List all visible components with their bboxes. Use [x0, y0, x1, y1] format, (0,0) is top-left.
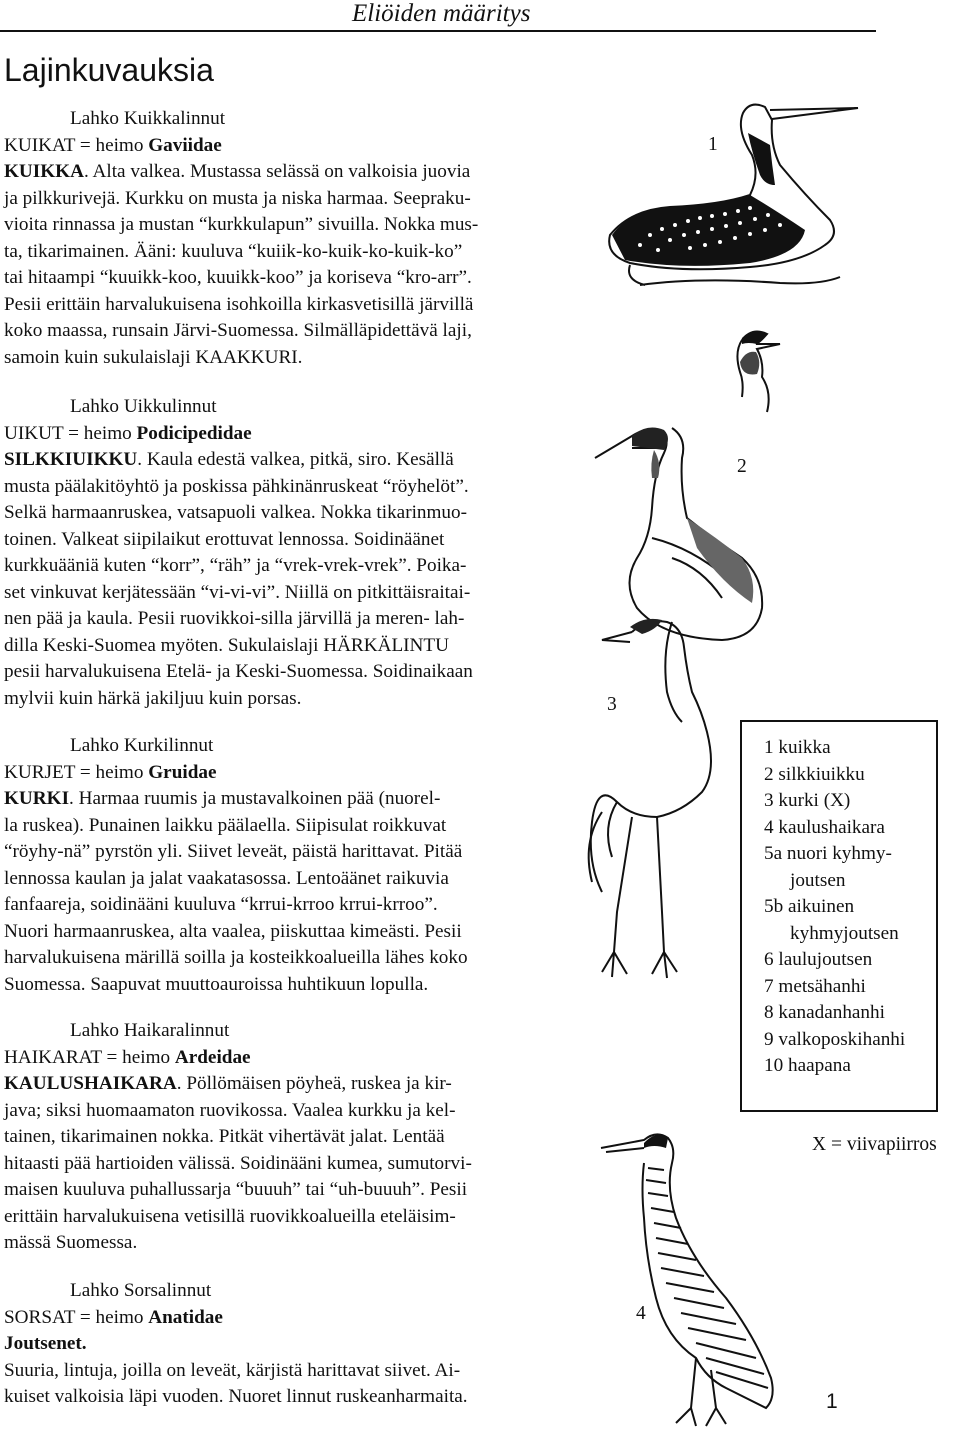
text-line: maisen kuuluva puhallussarja “buuuh” tai “uh-buuuh”. Pesii — [4, 1179, 468, 1200]
species-name: SILKKIUIKKU — [4, 449, 138, 470]
legend-item: 9 valkoposkihanhi — [764, 1028, 906, 1050]
text-line: Suomessa. Saapuvat muuttoauroissa huhtikuun lopulla. — [4, 973, 429, 995]
text-line: lennossa kaulan ja jalat vaakatasossa. Lentoäänet raikuvia — [4, 867, 449, 889]
species-name: KURKI — [4, 788, 70, 809]
legend-item: 5a nuori kyhmy- — [764, 843, 892, 864]
text-line: mylvii kuin härkä jakiljuu kuin porsas. — [4, 687, 302, 709]
text-line: pesii harvalukuisena Etelä- ja Keski-Suomessa. Soidinaikaan — [4, 661, 473, 682]
family-line: HAIKARAT = heimo Ardeidae — [4, 1046, 251, 1068]
text-line: nen pää ja kaula. Pesii ruovikkoi-silla järvillä ja meren- lah- — [4, 608, 465, 629]
text-line: toinen. Valkeat siipilaikut erottuvat lennossa. Soidinäänet — [4, 528, 445, 550]
section-kaulushaikara — [4, 1018, 564, 1257]
text-line: dilla Keski-Suomea myöten. Sukulaislaji HÄRKÄLINTU — [4, 634, 449, 656]
text-line: ja pilkkurivejä. Kurkku on musta ja niska harmaa. Seepraku- — [4, 187, 471, 209]
legend-item: 2 silkkiuikku — [764, 763, 865, 785]
legend-item: kyhmyjoutsen — [790, 922, 899, 944]
text-line: samoin kuin sukulaislaji KAAKKURI. — [4, 346, 303, 368]
text-line: Pesii erittäin harvalukuisena isohkoilla kirkasvetisillä järvillä — [4, 293, 474, 315]
text-line: mässä Suomessa. — [4, 1232, 138, 1253]
figure-number-1: 1 — [708, 134, 718, 155]
species-line: KAULUSHAIKARA. Pöllömäisen pöyheä, ruskea ja kir- — [4, 1073, 452, 1094]
legend-item: joutsen — [790, 869, 846, 891]
legend-item: 10 haapana — [764, 1055, 851, 1076]
text-line: musta päälakitöyhtö ja poskissa pähkinänruskeat “röyhelöt”. — [4, 475, 469, 497]
figure-number-3: 3 — [607, 694, 617, 715]
section-joutsenet — [4, 1278, 564, 1411]
loon-drawing-icon — [600, 95, 870, 295]
text-line: Suuria, lintuja, joilla on leveät, kärjistä harittavat siivet. Ai- — [4, 1359, 461, 1381]
bittern-drawing-icon — [596, 1108, 816, 1428]
species-line — [4, 1331, 564, 1358]
species-line: KUIKKA. Alta valkea. Mustassa selässä on valkoisia juovia — [4, 161, 471, 182]
family-line: KUIKAT = heimo Gaviidae — [4, 134, 222, 156]
text-line: “röyhy-nä” pyrstön yli. Siivet leveät, päistä harittavat. Pitää — [4, 841, 463, 862]
legend-item: 7 metsähanhi — [764, 975, 866, 997]
legend-note: X = viivapiirros — [812, 1134, 937, 1155]
figure-number-2: 2 — [737, 456, 747, 477]
page-number: 1 — [826, 1390, 838, 1413]
legend-item: 3 kurki (X) — [764, 790, 851, 811]
text-line: erittäin harvalukuisena vetisillä ruovikkoalueilla eteläisim- — [4, 1205, 456, 1227]
text-line: tai hitaampi “kuuikk-koo, kuuikk-koo” ja koriseva “kro-arr”. — [4, 267, 472, 288]
order-heading: Lahko Haikaralinnut — [70, 1020, 230, 1041]
order-heading: Lahko Uikkulinnut — [70, 396, 217, 417]
family-line: SORSAT = heimo Anatidae — [4, 1306, 223, 1328]
text-line: set vinkuvat kerjätessään “vi-vi-vi”. Niillä on pitkittäisraitai- — [4, 581, 471, 603]
legend-item: 6 laulujoutsen — [764, 949, 873, 970]
text-line: Selkä harmaanruskea, vatsapuoli valkea. Nokka tikarinmuo- — [4, 502, 468, 523]
text-line: koko maassa, runsain Järvi-Suomessa. Silmälläpidettävä laji, — [4, 320, 472, 341]
text-line: tainen, tikarimainen nokka. Pitkät vihertävät jalat. Lentää — [4, 1126, 445, 1147]
text-line: java; siksi huomaamaton ruovikossa. Vaalea kurkku ja kel- — [4, 1099, 456, 1121]
section-kuikka — [4, 106, 564, 371]
text-line: hitaasti pää hartioiden välissä. Soidinääni kumea, sumutorvi- — [4, 1152, 472, 1174]
section-silkkiuikku — [4, 394, 564, 712]
text-line: kurkkuääniä kuten “korr”, “räh” ja “vrek-vrek-vrek”. Poika- — [4, 555, 467, 576]
text-line: vioita rinnassa ja mustan “kurkkulapun” sivuilla. Nokka mus- — [4, 214, 479, 235]
order-heading: Lahko Sorsalinnut — [70, 1280, 212, 1301]
text-line: ta, tikarimainen. Ääni: kuuluva “kuiik-ko-kuik-ko-kuik-ko” — [4, 240, 463, 262]
species-line: KURKI. Harmaa ruumis ja mustavalkoinen pää (nuorel- — [4, 788, 441, 809]
family-line: UIKUT = heimo Podicipedidae — [4, 422, 252, 444]
order-heading: Lahko Kuikkalinnut — [70, 108, 226, 129]
figure-number-4: 4 — [636, 1303, 646, 1324]
text-line: Nuori harmaanruskea, alta vaalea, piiskuttaa kimeästi. Pesii — [4, 920, 462, 942]
crane-drawing-icon — [572, 612, 742, 1002]
text-line: kuiset valkoisia läpi vuoden. Nuoret linnut ruskeanharmaita. — [4, 1386, 468, 1407]
page-title: Lajinkuvauksia — [4, 52, 214, 88]
text-line: harvalukuisena märillä soilla ja kosteikkoalueilla lähes koko — [4, 947, 468, 968]
header-rule — [0, 30, 876, 32]
legend-list — [764, 735, 944, 1080]
species-name: KUIKKA — [4, 161, 84, 182]
legend-item: 4 kaulushaikara — [764, 816, 885, 838]
species-line: SILKKIUIKKU. Kaula edestä valkea, pitkä, siro. Kesällä — [4, 449, 454, 470]
grebe-head-drawing-icon — [712, 322, 792, 417]
text-line: la ruskea). Punainen laikku päälaella. Siipisulat roikkuvat — [4, 814, 447, 836]
species-name: KAULUSHAIKARA — [4, 1073, 177, 1094]
legend-item: 1 kuikka — [764, 737, 831, 758]
section-kurki — [4, 733, 564, 998]
header-title: Eliöiden määritys — [352, 0, 531, 27]
order-heading: Lahko Kurkilinnut — [70, 735, 214, 756]
text-line: fanfaareja, soidinääni kuuluva “krrui-krroo krrui-krroo”. — [4, 894, 438, 915]
species-name: Joutsenet. — [4, 1333, 87, 1354]
family-line: KURJET = heimo Gruidae — [4, 761, 217, 783]
legend-item: 5b aikuinen — [764, 896, 855, 917]
legend-item: 8 kanadanhanhi — [764, 1002, 885, 1023]
